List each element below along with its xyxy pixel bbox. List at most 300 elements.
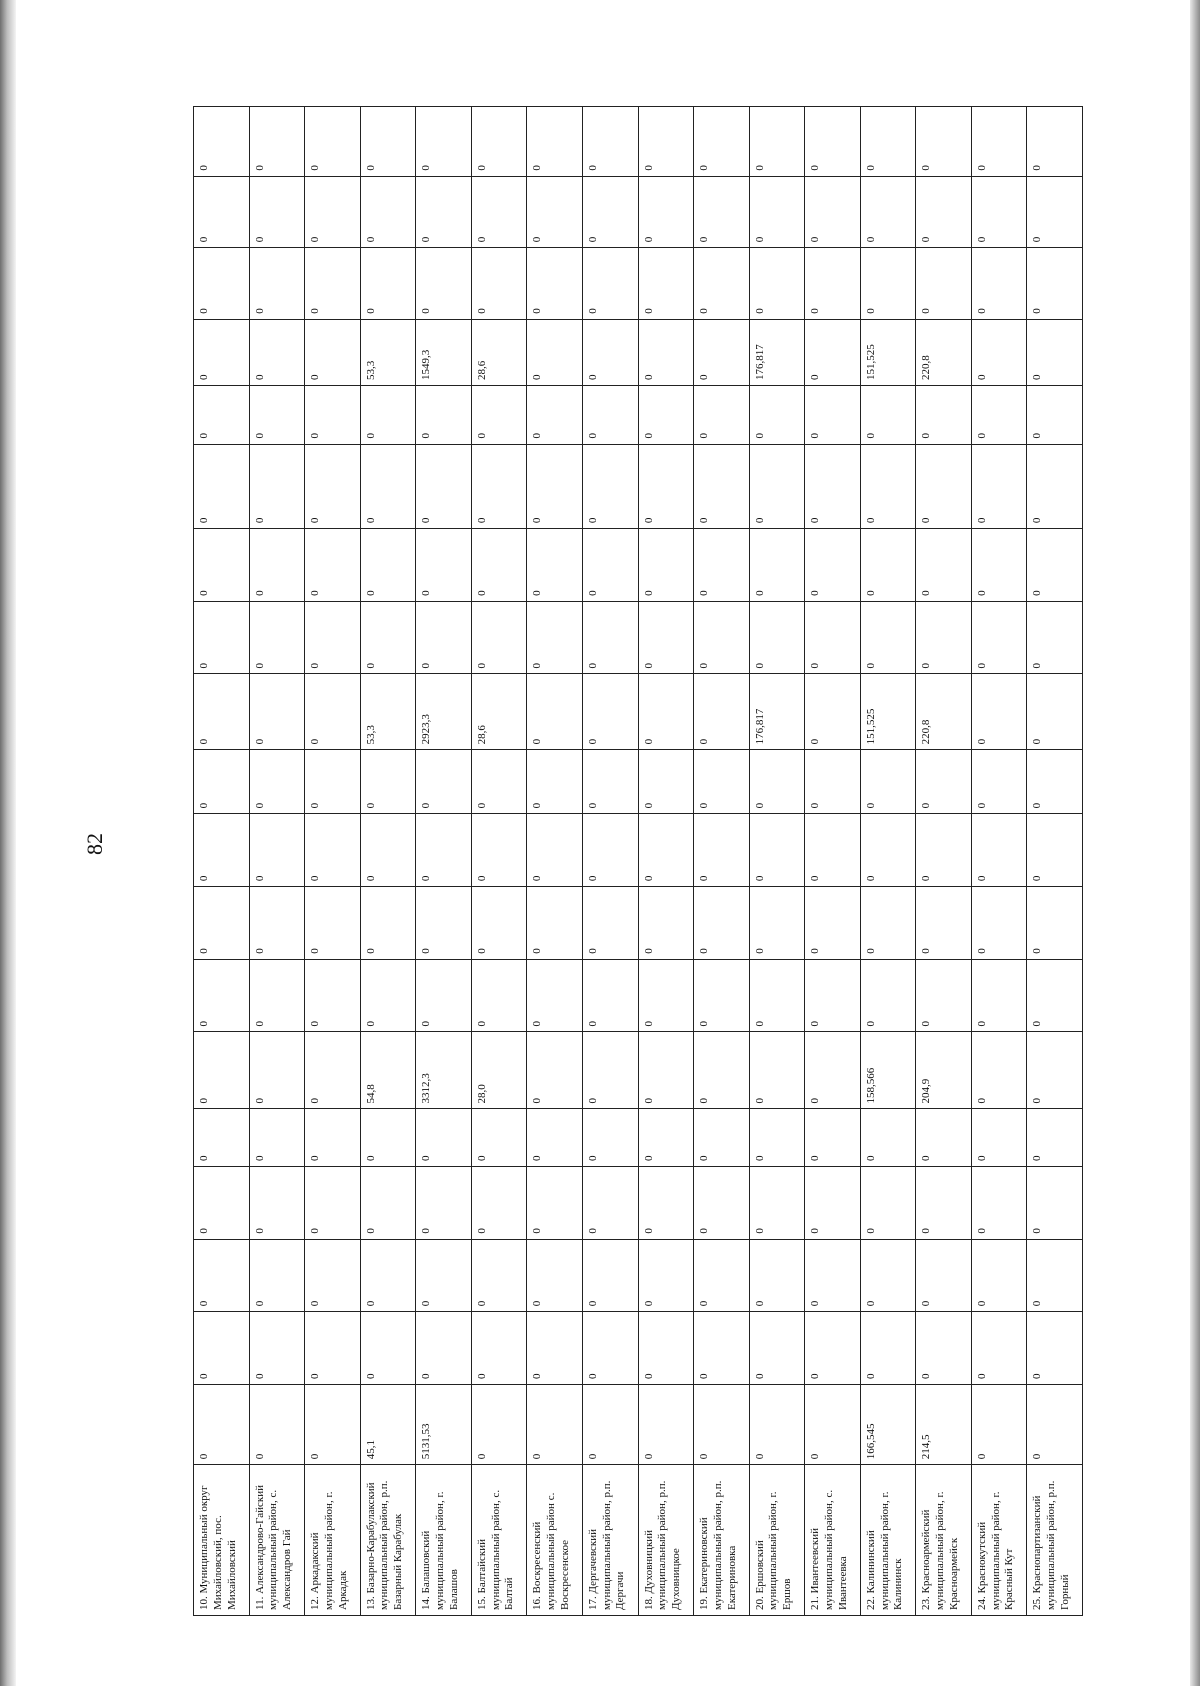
- value-cell: 0: [249, 248, 305, 320]
- table-row: [694, 107, 750, 1616]
- value-cell: 151,525: [860, 319, 916, 385]
- value-cell: 0: [805, 1166, 861, 1239]
- value-cell: 0: [471, 887, 527, 960]
- value-cell: 0: [638, 601, 694, 674]
- value-cell: 0: [638, 319, 694, 385]
- value-cell: 0: [638, 107, 694, 177]
- value-cell: 28,0: [471, 1032, 527, 1109]
- value-cell: 0: [360, 1109, 416, 1166]
- value-cell: 0: [194, 444, 250, 529]
- value-cell: 0: [749, 887, 805, 960]
- value-cell: 0: [860, 1109, 916, 1166]
- value-cell: 0: [1027, 107, 1083, 177]
- value-cell: 0: [360, 385, 416, 444]
- value-cell: 0: [694, 814, 750, 887]
- value-cell: 0: [971, 1166, 1027, 1239]
- value-cell: 0: [416, 887, 472, 960]
- value-cell: 0: [249, 1032, 305, 1109]
- value-cell: 0: [638, 959, 694, 1032]
- value-cell: 0: [360, 601, 416, 674]
- value-cell: 0: [916, 1166, 972, 1239]
- value-cell: 0: [582, 1384, 638, 1464]
- value-cell: 0: [638, 1312, 694, 1385]
- table-row: [582, 107, 638, 1616]
- value-cell: 0: [582, 601, 638, 674]
- value-cell: 0: [527, 1312, 583, 1385]
- value-cell: 0: [805, 601, 861, 674]
- value-cell: 0: [416, 959, 472, 1032]
- value-cell: 0: [638, 529, 694, 602]
- value-cell: 0: [471, 529, 527, 602]
- table-row: [305, 107, 361, 1616]
- value-cell: 0: [527, 959, 583, 1032]
- value-cell: 1549,3: [416, 319, 472, 385]
- value-cell: 0: [1027, 750, 1083, 814]
- value-cell: 0: [1027, 1109, 1083, 1166]
- value-cell: 0: [527, 674, 583, 750]
- value-cell: 0: [805, 319, 861, 385]
- value-cell: 0: [694, 248, 750, 320]
- value-cell: 0: [749, 750, 805, 814]
- value-cell: 0: [305, 1384, 361, 1464]
- value-cell: 0: [1027, 176, 1083, 248]
- value-cell: 0: [805, 814, 861, 887]
- value-cell: 0: [527, 529, 583, 602]
- value-cell: 0: [360, 959, 416, 1032]
- value-cell: 0: [194, 248, 250, 320]
- table-body: [194, 107, 1083, 1616]
- value-cell: 0: [805, 674, 861, 750]
- value-cell: 0: [582, 107, 638, 177]
- value-cell: 0: [194, 750, 250, 814]
- value-cell: 0: [694, 1312, 750, 1385]
- value-cell: 0: [360, 750, 416, 814]
- data-table: [193, 106, 1083, 1616]
- value-cell: 0: [471, 1384, 527, 1464]
- value-cell: 0: [971, 674, 1027, 750]
- value-cell: 0: [860, 529, 916, 602]
- value-cell: 0: [749, 248, 805, 320]
- municipality-name-cell: 12. Аркадакский муниципальный район, г. Аркадак: [305, 1465, 361, 1616]
- value-cell: 0: [527, 1109, 583, 1166]
- municipality-name-cell: 20. Ершовский муниципальный район, г. Ершов: [749, 1465, 805, 1616]
- value-cell: 0: [638, 1109, 694, 1166]
- value-cell: 3312,3: [416, 1032, 472, 1109]
- value-cell: 0: [805, 176, 861, 248]
- value-cell: 0: [749, 814, 805, 887]
- table-row: [194, 107, 250, 1616]
- value-cell: 0: [582, 529, 638, 602]
- value-cell: 0: [749, 385, 805, 444]
- value-cell: 0: [805, 1109, 861, 1166]
- value-cell: 0: [1027, 1239, 1083, 1312]
- value-cell: 0: [471, 107, 527, 177]
- value-cell: 0: [582, 959, 638, 1032]
- value-cell: 0: [694, 529, 750, 602]
- value-cell: 0: [249, 750, 305, 814]
- value-cell: 0: [471, 1166, 527, 1239]
- value-cell: 0: [971, 107, 1027, 177]
- value-cell: 0: [694, 385, 750, 444]
- value-cell: 0: [416, 1239, 472, 1312]
- value-cell: 0: [694, 1239, 750, 1312]
- value-cell: 0: [805, 1032, 861, 1109]
- table-row: [860, 107, 916, 1616]
- value-cell: 0: [860, 601, 916, 674]
- value-cell: 176,817: [749, 319, 805, 385]
- value-cell: 0: [1027, 959, 1083, 1032]
- municipality-name-cell: 21. Ивантеевский муниципальный район, с. Ивантеевка: [805, 1465, 861, 1616]
- value-cell: 0: [360, 176, 416, 248]
- value-cell: 54,8: [360, 1032, 416, 1109]
- value-cell: 151,525: [860, 674, 916, 750]
- value-cell: 0: [1027, 674, 1083, 750]
- value-cell: 0: [1027, 1032, 1083, 1109]
- municipality-name-cell: 11. Александрово-Гайский муниципальный район, с. Александров Гай: [249, 1465, 305, 1616]
- value-cell: 0: [416, 1109, 472, 1166]
- value-cell: 0: [305, 319, 361, 385]
- value-cell: 0: [582, 1239, 638, 1312]
- value-cell: 0: [749, 529, 805, 602]
- value-cell: 0: [360, 814, 416, 887]
- municipality-name-cell: 23. Красноармейский муниципальный район, г. Красноармейск: [916, 1465, 972, 1616]
- value-cell: 0: [694, 959, 750, 1032]
- value-cell: 0: [971, 176, 1027, 248]
- value-cell: 0: [249, 319, 305, 385]
- value-cell: 0: [916, 1109, 972, 1166]
- value-cell: 0: [1027, 319, 1083, 385]
- value-cell: 0: [416, 107, 472, 177]
- value-cell: 0: [249, 385, 305, 444]
- value-cell: 0: [249, 529, 305, 602]
- value-cell: 0: [805, 959, 861, 1032]
- value-cell: 0: [971, 814, 1027, 887]
- table-row: [360, 107, 416, 1616]
- value-cell: 0: [638, 1032, 694, 1109]
- value-cell: 0: [194, 1032, 250, 1109]
- value-cell: 0: [749, 107, 805, 177]
- value-cell: 0: [1027, 887, 1083, 960]
- value-cell: 0: [305, 1166, 361, 1239]
- value-cell: 0: [305, 107, 361, 177]
- value-cell: 0: [916, 385, 972, 444]
- value-cell: 0: [416, 1312, 472, 1385]
- value-cell: 0: [860, 750, 916, 814]
- value-cell: 0: [1027, 444, 1083, 529]
- value-cell: 0: [971, 248, 1027, 320]
- value-cell: 0: [916, 959, 972, 1032]
- value-cell: 0: [749, 1109, 805, 1166]
- value-cell: 0: [582, 444, 638, 529]
- table-row: [471, 107, 527, 1616]
- value-cell: 0: [416, 529, 472, 602]
- value-cell: 0: [916, 107, 972, 177]
- value-cell: 0: [305, 444, 361, 529]
- value-cell: 0: [971, 529, 1027, 602]
- rotated-table-container: [193, 106, 1083, 1616]
- value-cell: 0: [194, 814, 250, 887]
- table-row: [638, 107, 694, 1616]
- value-cell: 0: [194, 601, 250, 674]
- value-cell: 0: [527, 319, 583, 385]
- value-cell: 45,1: [360, 1384, 416, 1464]
- value-cell: 0: [471, 750, 527, 814]
- value-cell: 0: [694, 1384, 750, 1464]
- value-cell: 0: [749, 1312, 805, 1385]
- value-cell: 0: [916, 444, 972, 529]
- municipality-name-cell: 13. Базарно-Карабулакский муниципальный район, р.п. Базарный Карабулак: [360, 1465, 416, 1616]
- value-cell: 0: [305, 750, 361, 814]
- value-cell: 0: [194, 1312, 250, 1385]
- municipality-name-cell: 19. Екатериновский муниципальный район, р.п. Екатериновка: [694, 1465, 750, 1616]
- scan-edge-right: [1190, 0, 1200, 1686]
- value-cell: 0: [194, 385, 250, 444]
- table-row: [416, 107, 472, 1616]
- value-cell: 0: [916, 601, 972, 674]
- value-cell: 0: [194, 674, 250, 750]
- value-cell: 0: [694, 1032, 750, 1109]
- value-cell: 0: [249, 1384, 305, 1464]
- value-cell: 0: [194, 887, 250, 960]
- value-cell: 0: [916, 887, 972, 960]
- value-cell: 53,3: [360, 319, 416, 385]
- value-cell: 0: [194, 959, 250, 1032]
- value-cell: 0: [360, 248, 416, 320]
- value-cell: 0: [360, 107, 416, 177]
- value-cell: 0: [638, 887, 694, 960]
- value-cell: 0: [860, 176, 916, 248]
- municipality-name-cell: 16. Воскресенский муниципальный район с. Воскресенское: [527, 1465, 583, 1616]
- value-cell: 0: [860, 959, 916, 1032]
- value-cell: 0: [749, 444, 805, 529]
- value-cell: 0: [860, 814, 916, 887]
- table-row: [749, 107, 805, 1616]
- value-cell: 0: [194, 319, 250, 385]
- value-cell: 0: [971, 1384, 1027, 1464]
- value-cell: 0: [694, 887, 750, 960]
- value-cell: 0: [860, 248, 916, 320]
- value-cell: 0: [638, 385, 694, 444]
- value-cell: 0: [749, 959, 805, 1032]
- value-cell: 5131,53: [416, 1384, 472, 1464]
- value-cell: 0: [971, 444, 1027, 529]
- value-cell: 0: [582, 1312, 638, 1385]
- value-cell: 220,8: [916, 674, 972, 750]
- value-cell: 0: [916, 750, 972, 814]
- value-cell: 0: [360, 887, 416, 960]
- value-cell: 0: [305, 959, 361, 1032]
- value-cell: 0: [749, 1384, 805, 1464]
- value-cell: 0: [416, 1166, 472, 1239]
- value-cell: 0: [360, 1312, 416, 1385]
- value-cell: 0: [582, 674, 638, 750]
- value-cell: 214,5: [916, 1384, 972, 1464]
- value-cell: 0: [749, 1239, 805, 1312]
- value-cell: 0: [1027, 529, 1083, 602]
- value-cell: 0: [1027, 1384, 1083, 1464]
- value-cell: 0: [194, 1239, 250, 1312]
- municipality-name-cell: 15. Балтайский муниципальный район, с. Балтай: [471, 1465, 527, 1616]
- value-cell: 0: [249, 444, 305, 529]
- value-cell: 0: [749, 1166, 805, 1239]
- value-cell: 0: [638, 750, 694, 814]
- value-cell: 220,8: [916, 319, 972, 385]
- value-cell: 0: [638, 674, 694, 750]
- value-cell: 0: [527, 176, 583, 248]
- value-cell: 0: [249, 959, 305, 1032]
- value-cell: 0: [471, 444, 527, 529]
- value-cell: 0: [1027, 385, 1083, 444]
- value-cell: 0: [305, 248, 361, 320]
- value-cell: 0: [471, 1312, 527, 1385]
- value-cell: 0: [194, 107, 250, 177]
- value-cell: 0: [416, 750, 472, 814]
- value-cell: 0: [582, 319, 638, 385]
- value-cell: 0: [1027, 601, 1083, 674]
- value-cell: 0: [638, 814, 694, 887]
- value-cell: 0: [305, 814, 361, 887]
- value-cell: 0: [805, 385, 861, 444]
- value-cell: 0: [194, 1166, 250, 1239]
- value-cell: 0: [416, 176, 472, 248]
- value-cell: 0: [416, 601, 472, 674]
- value-cell: 0: [471, 959, 527, 1032]
- value-cell: 0: [860, 1166, 916, 1239]
- table-row: [527, 107, 583, 1616]
- value-cell: 0: [360, 444, 416, 529]
- value-cell: 0: [305, 1312, 361, 1385]
- value-cell: 0: [582, 176, 638, 248]
- value-cell: 0: [305, 887, 361, 960]
- value-cell: 0: [694, 319, 750, 385]
- value-cell: 0: [805, 887, 861, 960]
- value-cell: 0: [694, 176, 750, 248]
- municipality-name-cell: 22. Калининский муниципальный район, г. Калининск: [860, 1465, 916, 1616]
- value-cell: 0: [694, 1109, 750, 1166]
- table-row: [971, 107, 1027, 1616]
- value-cell: 0: [471, 176, 527, 248]
- value-cell: 0: [416, 248, 472, 320]
- value-cell: 0: [360, 1166, 416, 1239]
- value-cell: 0: [471, 248, 527, 320]
- value-cell: 0: [694, 1166, 750, 1239]
- value-cell: 0: [582, 1109, 638, 1166]
- value-cell: 0: [416, 814, 472, 887]
- value-cell: 0: [694, 674, 750, 750]
- value-cell: 0: [971, 887, 1027, 960]
- value-cell: 0: [916, 1312, 972, 1385]
- value-cell: 0: [971, 1109, 1027, 1166]
- value-cell: 0: [860, 1312, 916, 1385]
- value-cell: 0: [582, 1166, 638, 1239]
- value-cell: 53,3: [360, 674, 416, 750]
- value-cell: 0: [805, 1384, 861, 1464]
- value-cell: 0: [194, 1109, 250, 1166]
- value-cell: 0: [360, 529, 416, 602]
- value-cell: 0: [694, 107, 750, 177]
- value-cell: 0: [1027, 248, 1083, 320]
- value-cell: 0: [471, 1239, 527, 1312]
- value-cell: 0: [860, 1239, 916, 1312]
- value-cell: 0: [1027, 814, 1083, 887]
- value-cell: 0: [249, 1166, 305, 1239]
- value-cell: 0: [305, 1032, 361, 1109]
- table-row: [916, 107, 972, 1616]
- value-cell: 0: [860, 385, 916, 444]
- value-cell: 0: [860, 107, 916, 177]
- value-cell: 0: [416, 444, 472, 529]
- value-cell: 0: [860, 444, 916, 529]
- value-cell: 0: [305, 1109, 361, 1166]
- value-cell: 0: [1027, 1166, 1083, 1239]
- value-cell: 0: [471, 601, 527, 674]
- value-cell: 0: [694, 750, 750, 814]
- table-row: [1027, 107, 1083, 1616]
- value-cell: 0: [527, 887, 583, 960]
- value-cell: 0: [249, 887, 305, 960]
- value-cell: 0: [527, 814, 583, 887]
- value-cell: 0: [194, 176, 250, 248]
- value-cell: 0: [249, 814, 305, 887]
- value-cell: 0: [527, 1166, 583, 1239]
- value-cell: 204,9: [916, 1032, 972, 1109]
- value-cell: 0: [805, 248, 861, 320]
- value-cell: 0: [694, 444, 750, 529]
- value-cell: 0: [971, 1312, 1027, 1385]
- municipality-name-cell: 24. Краснокутский муниципальный район, г. Красный Кут: [971, 1465, 1027, 1616]
- value-cell: 0: [1027, 1312, 1083, 1385]
- value-cell: 0: [249, 1109, 305, 1166]
- value-cell: 0: [582, 385, 638, 444]
- municipality-name-cell: 25. Краснопартизанский муниципальный район, р.п. Горный: [1027, 1465, 1083, 1616]
- table-row: [249, 107, 305, 1616]
- value-cell: 0: [582, 814, 638, 887]
- value-cell: 0: [971, 319, 1027, 385]
- value-cell: 0: [305, 1239, 361, 1312]
- value-cell: 0: [527, 750, 583, 814]
- table-row: [805, 107, 861, 1616]
- value-cell: 0: [971, 1032, 1027, 1109]
- value-cell: 0: [916, 248, 972, 320]
- value-cell: 0: [638, 444, 694, 529]
- value-cell: 0: [471, 385, 527, 444]
- value-cell: 0: [527, 1239, 583, 1312]
- value-cell: 0: [805, 444, 861, 529]
- value-cell: 0: [749, 601, 805, 674]
- municipality-name-cell: 17. Дергачевский муниципальный район, р.п. Дергачи: [582, 1465, 638, 1616]
- value-cell: 0: [805, 529, 861, 602]
- value-cell: 0: [916, 814, 972, 887]
- value-cell: 0: [805, 1312, 861, 1385]
- value-cell: 0: [527, 1384, 583, 1464]
- value-cell: 0: [527, 107, 583, 177]
- value-cell: 0: [971, 959, 1027, 1032]
- value-cell: 0: [360, 1239, 416, 1312]
- value-cell: 0: [582, 248, 638, 320]
- value-cell: 0: [249, 1239, 305, 1312]
- value-cell: 0: [971, 385, 1027, 444]
- value-cell: 0: [638, 1384, 694, 1464]
- value-cell: 0: [249, 107, 305, 177]
- value-cell: 0: [527, 444, 583, 529]
- value-cell: 0: [638, 248, 694, 320]
- value-cell: 0: [305, 674, 361, 750]
- value-cell: 0: [638, 1239, 694, 1312]
- value-cell: 0: [305, 176, 361, 248]
- value-cell: 0: [194, 529, 250, 602]
- value-cell: 0: [249, 601, 305, 674]
- value-cell: 28,6: [471, 319, 527, 385]
